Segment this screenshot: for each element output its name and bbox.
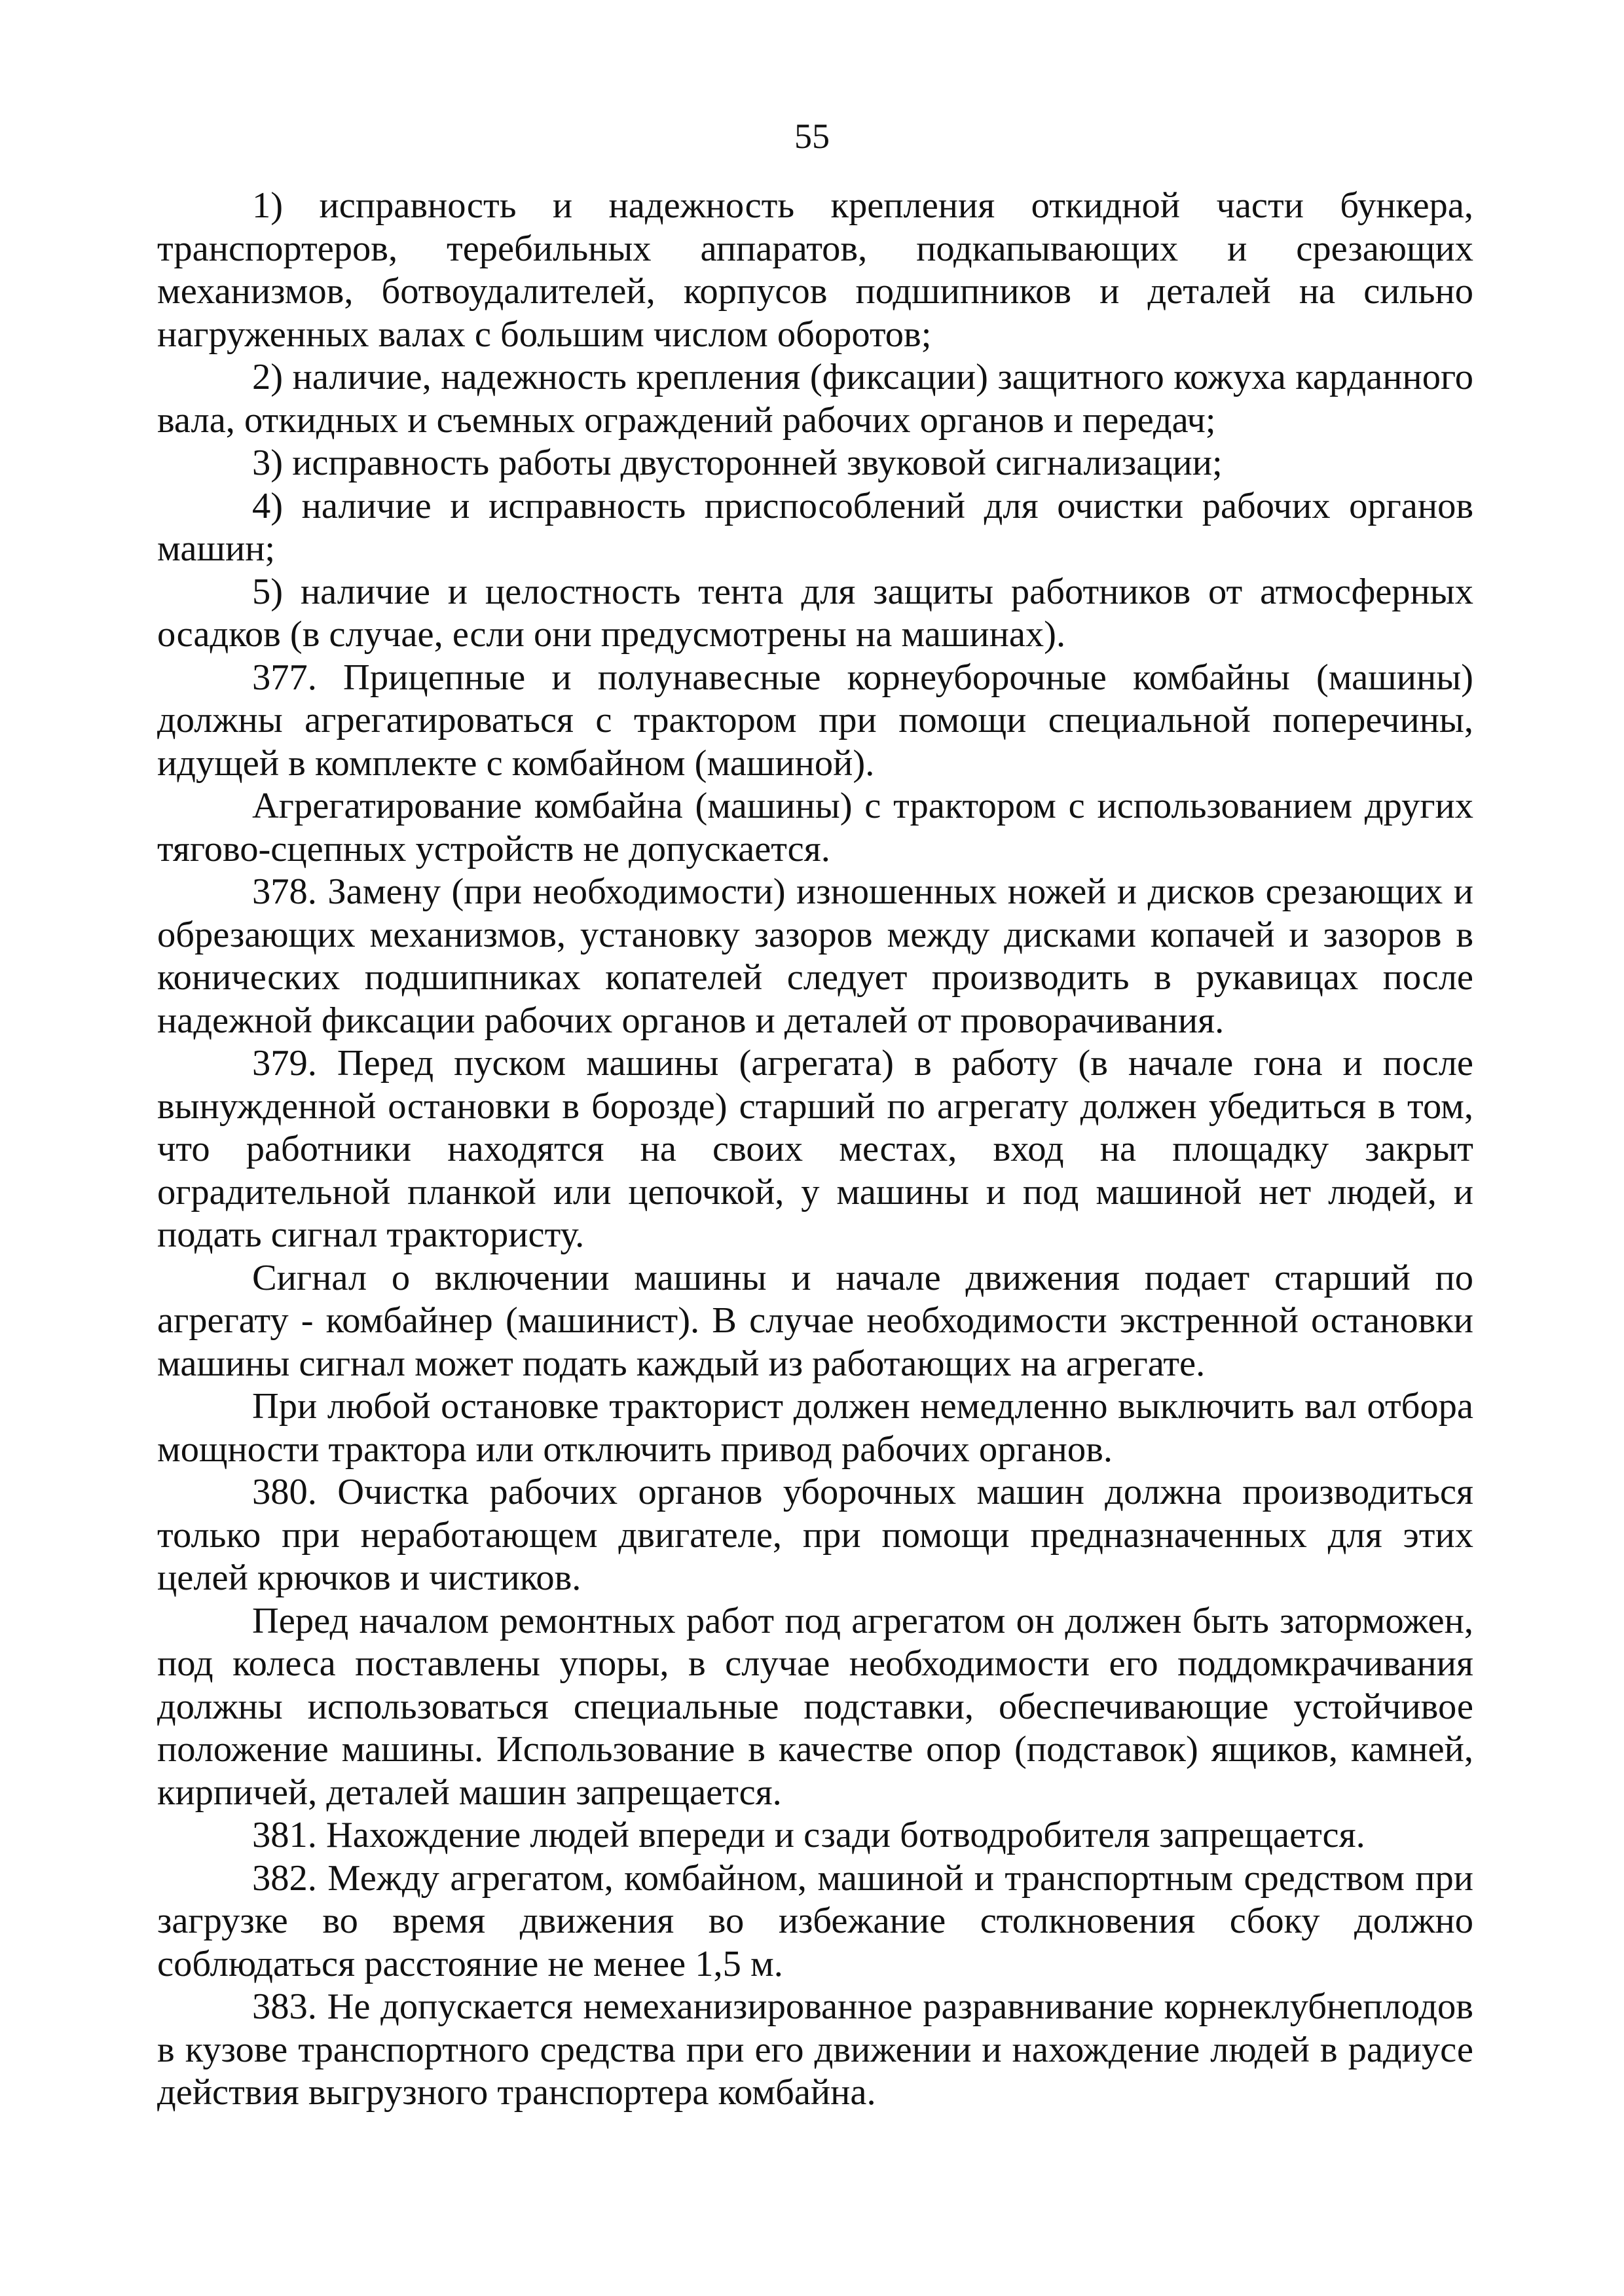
document-body xyxy=(157,185,1473,2115)
paragraph-380: 380. Очистка рабочих органов уборочных машин должна производиться только при неработающем двигателе, при помощи предназначенных для этих целей крючков и чистиков. xyxy=(157,1472,1473,1598)
paragraph-379: 379. Перед пуском машины (агрегата) в работу (в начале гона и после вынужденной остановки в борозде) старший по агрегату должен убедиться в том, что работники находятся на своих местах, вход на площадку закрыт оградительной планкой или цепочкой, у машины и под машиной нет людей, и подать сигнал трактористу. xyxy=(157,1043,1473,1255)
paragraph-378: 378. Замену (при необходимости) изношенных ножей и дисков срезающих и обрезающих механизмов, установку зазоров между дисками копачей и зазоров в конических подшипниках копателей следует производить в рукавицах после надежной фиксации рабочих органов и деталей от проворачивания. xyxy=(157,871,1473,1041)
paragraph-382: 382. Между агрегатом, комбайном, машиной и транспортным средством при загрузке во время движения во избежание столкновения сбоку должно соблюдаться расстояние не менее 1,5 м. xyxy=(157,1857,1473,1984)
paragraph-item-1: 1) исправность и надежность крепления откидной части бункера, транспортеров, теребильных аппаратов, подкапывающих и срезающих механизмов, ботвоудалителей, корпусов подшипников и деталей на сильно нагруженных валах с большим числом оборотов; xyxy=(157,185,1473,355)
paragraph-item-3: 3) исправность работы двусторонней звуковой сигнализации; xyxy=(252,443,1223,483)
paragraph-383: 383. Не допускается немеханизированное разравнивание корнеклубнеплодов в кузове транспортного средства при его движении и нахождение людей в радиусе действия выгрузного транспортера комбайна. xyxy=(157,1986,1473,2113)
paragraph-379-signal: Сигнал о включении машины и начале движения подает старший по агрегату - комбайнер (машинист). В случае необходимости экстренной остановки машины сигнал может подать каждый из работающих на агрегате. xyxy=(157,1257,1473,1384)
paragraph-377: 377. Прицепные и полунавесные корнеуборочные комбайны (машины) должны агрегатироваться с трактором при помощи специальной поперечины, идущей в комплекте с комбайном (машиной). xyxy=(157,657,1473,784)
paragraph-item-4: 4) наличие и исправность приспособлений для очистки рабочих органов машин; xyxy=(157,485,1473,569)
paragraph-380-repair: Перед началом ремонтных работ под агрегатом он должен быть заторможен, под колеса поставлены упоры, в случае необходимости его поддомкрачивания должны использоваться специальные подставки, обеспечивающие устойчивое положение машины. Использование в качестве опор (подставок) ящиков, камней, кирпичей, деталей машин запрещается. xyxy=(157,1600,1473,1813)
page-number: 55 xyxy=(794,117,830,156)
paragraph-item-2: 2) наличие, надежность крепления (фиксации) защитного кожуха карданного вала, откидных и съемных ограждений рабочих органов и передач; xyxy=(157,357,1473,441)
paragraph-379-stop: При любой остановке тракторист должен немедленно выключить вал отбора мощности трактора или отключить привод рабочих органов. xyxy=(157,1386,1473,1470)
paragraph-377-continued: Агрегатирование комбайна (машины) с трактором с использованием других тягово-сцепных устройств не допускается. xyxy=(157,786,1473,869)
paragraph-item-5: 5) наличие и целостность тента для защиты работников от атмосферных осадков (в случае, если они предусмотрены на машинах). xyxy=(157,571,1473,655)
paragraph-381: 381. Нахождение людей впереди и сзади ботводробителя запрещается. xyxy=(252,1815,1365,1855)
